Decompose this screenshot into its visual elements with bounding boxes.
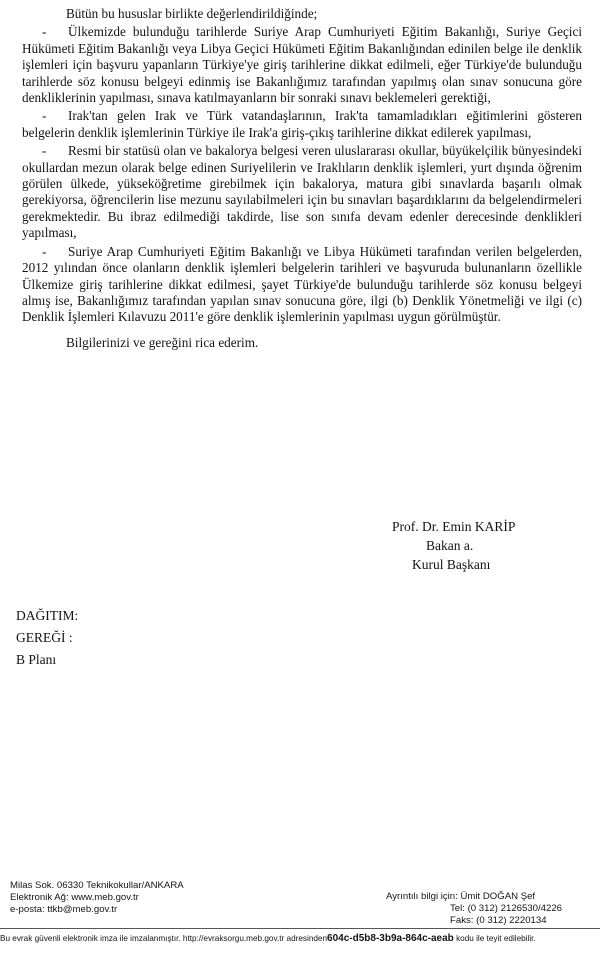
contact-person: Ayrıntılı bilgi için: Ümit DOĞAN Şef [386,891,536,902]
footer-address [10,880,184,916]
email-line: e-posta: ttkb@meb.gov.tr [10,904,118,915]
distribution-label: DAĞITIM: [16,608,79,623]
bullet-text: Suriye Arap Cumhuriyeti Eğitim Bakanlığı ve Libya Hükümeti tarafından verilen belgelerden, 2012 yılından önce olanların denklik işlemleri belgelerin tarihleri ve başvuruda bulunanların özellikle Ülkemize giriş tarihlerine dikkat edilmesi, şayet Türkiye'de bulunduğu tarihlerde söz konusu belgeyi almış ise, Bakanlığımız tarafından yapılan sınav sonucuna göre, ilgi (b) Denklik Yönetmeliği ve ilgi (c) Denklik İşlemleri Kılavuzu 2011'e göre denklik işlemlerinin yapılması uygun görülmüştür. [22,243,582,325]
bullet-dash: - [42,243,47,259]
bullet-text: Ülkemizde bulunduğu tarihlerde Suriye Arap Cumhuriyeti Eğitim Bakanlığı, Suriye Geçici Hükümeti Eğitim Bakanlığı veya Libya Geçici Hükümeti Eğitim Bakanlığından edinilen belge ile denklik işlemleri için başvuru yapanların Türkiye'ye giriş tarihlerine dikkat edilmeli, eğer Türkiye'de bulunduğu tarihlerde söz konusu belgeyi edinmiş ise Bakanlığımız tarafından yapılmış olan sınav sonucuna göre denkliklerinin yapılması, sınava katılmayanların bir sonraki sınavı beklemeleri gerektiği, [22,24,582,106]
bullet-item [22,108,582,141]
letter-body [22,6,582,351]
signature-block [392,517,515,574]
bullet-text: Resmi bir statüsü olan ve bakalorya belgesi veren uluslararası okullar, büyükelçilik bünyesindeki okullardan mezun olarak belge edinen Suriyelilerin ve Iraklıların denklik işlemleri, yurt dışında öğrenim görülen ülkede, yükseköğretime girebilmek için bakalorya, matura gibi sınavlarda başarılı olmak gerekiyorsa, öğrencilerin lise mezunu sayılabilmeleri için bu sınavları başardıklarını da belgelendirmeleri gerekmektedir. Bu ibraz edilmediği takdirde, lise son sınıfa devam edenler derecesinde denklikleri yapılması, [22,143,582,241]
fax-line: Faks: (0 312) 2220134 [450,915,547,926]
phone-line: Tel: (0 312) 2126530/4226 [450,903,563,914]
verification-notice [0,928,600,944]
signatory-title: Bakan a. [426,538,474,553]
bullet-dash: - [42,108,47,124]
website-line: Elektronik Ağ: www.meb.gov.tr [10,892,139,903]
plan-label: B Planı [16,652,57,667]
footer-contact [386,891,562,927]
verification-suffix: kodu ile teyit edilebilir. [453,934,536,943]
intro-paragraph: Bütün bu hususlar birlikte değerlendirildiğinde; [66,6,318,21]
bullet-text: Irak'tan gelen Irak ve Türk vatandaşlarının, Irak'ta tamamladıkları eğitimlerini gösteren belgelerin denklik işlemlerinin Türkiye ile Irak'a giriş-çıkış tarihlerine dikkat edilerek yapılması, [22,108,582,140]
bullet-dash: - [42,143,47,159]
bullet-item [22,24,582,106]
closing-paragraph: Bilgilerinizi ve gereğini rica ederim. [66,334,259,350]
bullet-item [22,143,582,241]
signatory-role: Kurul Başkanı [412,557,491,572]
distribution-block [16,605,78,671]
verification-code: 604c-d5b8-3b9a-864c-aeab [327,933,454,944]
verification-text: Bu evrak güvenli elektronik imza ile imzalanmıştır. http://evraksorgu.meb.gov.tr adresinden [0,934,328,943]
bullet-dash: - [42,24,47,40]
address-line: Milas Sok. 06330 Teknikokullar/ANKARA [10,880,184,891]
bullet-item [22,244,582,326]
action-label: GEREĞİ : [16,630,73,645]
signatory-name: Prof. Dr. Emin KARİP [392,519,516,534]
